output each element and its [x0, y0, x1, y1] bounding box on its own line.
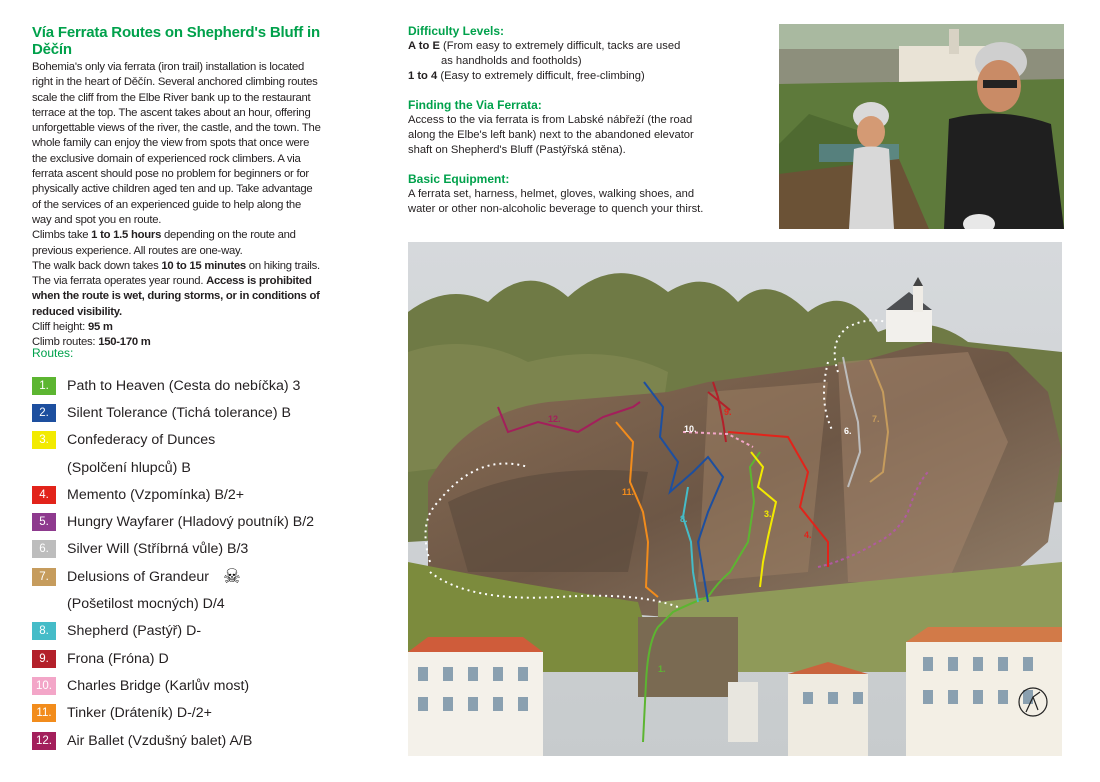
cliff-route-map [408, 242, 1062, 756]
intro-paragraph: Bohemia's only via ferrata (iron trail) installation is located right in the heart of Děčín. Several anchored climbing routes scale the cliff from the Elbe River bank up to the restaurant terrace at the top. The ascent takes about an hour, offering unforgettable views of the river, the castle, and the town. The whole family can enjoy the view from spots that once were the exclusive domain of experienced rock climbers. A via ferrata ascent should pose no problem for beginners or for physically active children aged ten and up. Take advantage of the services of an experienced guide to help along the way and spot you en route. [32, 61, 321, 226]
route-label: Silver Will (Stříbrná vůle) B/3 [67, 541, 249, 558]
route-item-continued [32, 454, 372, 481]
operating-note: The via ferrata operates year round. Access is prohibited when the route is wet, during storms, or in conditions of reduced visibility. [32, 275, 320, 318]
climb-duration: Climbs take 1 to 1.5 hours depending on the route and previous experience. All routes are one-way. [32, 229, 296, 257]
route-item [32, 700, 372, 727]
route-number-badge: 2. [32, 404, 56, 422]
difficulty-text: A to E (From easy to extremely difficult, tacks are used as handholds and footholds) 1 to 4 (Easy to extremely difficult, free-climbing) [408, 40, 681, 82]
map-label-9: 9. [724, 407, 732, 417]
route-label: Memento (Vzpomínka) B/2+ [67, 486, 245, 503]
routes-list [32, 372, 372, 754]
info-column [408, 24, 708, 231]
route-label: Shepherd (Pastýř) D- [67, 623, 202, 640]
route-number-badge: 8. [32, 622, 56, 640]
route-item [32, 481, 372, 508]
route-number-badge: 12. [32, 732, 56, 750]
walk-duration: The walk back down takes 10 to 15 minutes on hiking trails. [32, 259, 320, 272]
route-label: Charles Bridge (Karlův most) [67, 677, 250, 694]
map-label-8: 8. [680, 514, 688, 524]
finding-text: Access to the via ferrata is from Labské nábřeží (the road along the Elbe's left bank) next to the abandoned elevator shaft on Shepherd's Bluff (Pastýřská stěna). [408, 114, 694, 156]
climb-routes-length: Climb routes: 150-170 m [32, 336, 151, 349]
route-label: Path to Heaven (Cesta do nebíčka) 3 [67, 377, 301, 394]
route-label-continued: (Pošetilost mocných) D/4 [67, 596, 225, 613]
cliff-height: Cliff height: 95 m [32, 321, 113, 334]
route-item [32, 427, 372, 454]
route-label: Frona (Fróna) D [67, 650, 169, 667]
route-label: Silent Tolerance (Tichá tolerance) B [67, 404, 291, 421]
route-number-badge: 4. [32, 486, 56, 504]
route-label-continued: (Spolčení hlupců) B [67, 459, 191, 476]
equipment-text: A ferrata set, harness, helmet, gloves, walking shoes, and water or other non-alcoholic beverage to quench your thirst. [408, 188, 704, 215]
map-label-7: 7. [872, 414, 880, 424]
route-item [32, 399, 372, 426]
climbers-photo [779, 24, 1064, 229]
equipment-heading: Basic Equipment: [408, 172, 510, 186]
map-label-11: 11. [622, 487, 635, 497]
route-item-continued [32, 590, 372, 617]
finding-heading: Finding the Via Ferrata: [408, 98, 542, 112]
route-number-badge: 1. [32, 377, 56, 395]
route-label: Air Ballet (Vzdušný balet) A/B [67, 732, 253, 749]
route-item [32, 563, 372, 590]
map-label-3: 3. [764, 509, 772, 519]
skull-icon: ☠ [222, 566, 241, 589]
map-label-10: 10. [684, 424, 697, 434]
route-item [32, 536, 372, 563]
map-label-12: 12. [548, 414, 561, 424]
route-item [32, 372, 372, 399]
intro-column [32, 24, 322, 351]
map-label-4: 4. [804, 530, 812, 540]
route-item [32, 618, 372, 645]
map-label-1: 1. [658, 664, 666, 674]
route-number-badge: 11. [32, 704, 56, 722]
route-number-badge: 7. [32, 568, 56, 586]
route-item [32, 508, 372, 535]
map-label-6: 6. [844, 426, 852, 436]
route-item [32, 672, 372, 699]
route-item [32, 727, 372, 754]
page-title: Vía Ferrata Routes on Shepherd's Bluff in Děčín [32, 24, 320, 58]
route-label: Confederacy of Dunces [67, 432, 216, 449]
difficulty-heading: Difficulty Levels: [408, 24, 505, 38]
route-item [32, 645, 372, 672]
route-number-badge: 10. [32, 677, 56, 695]
route-number-badge: 6. [32, 540, 56, 558]
route-label: Delusions of Grandeur [67, 568, 209, 585]
route-label: Hungry Wayfarer (Hladový poutník) B/2 [67, 514, 315, 531]
route-number-badge: 3. [32, 431, 56, 449]
intro-text [32, 60, 322, 351]
route-number-badge: 5. [32, 513, 56, 531]
route-number-badge: 9. [32, 650, 56, 668]
route-label: Tinker (Dráteník) D-/2+ [67, 705, 212, 722]
routes-heading: Routes: [32, 346, 74, 360]
